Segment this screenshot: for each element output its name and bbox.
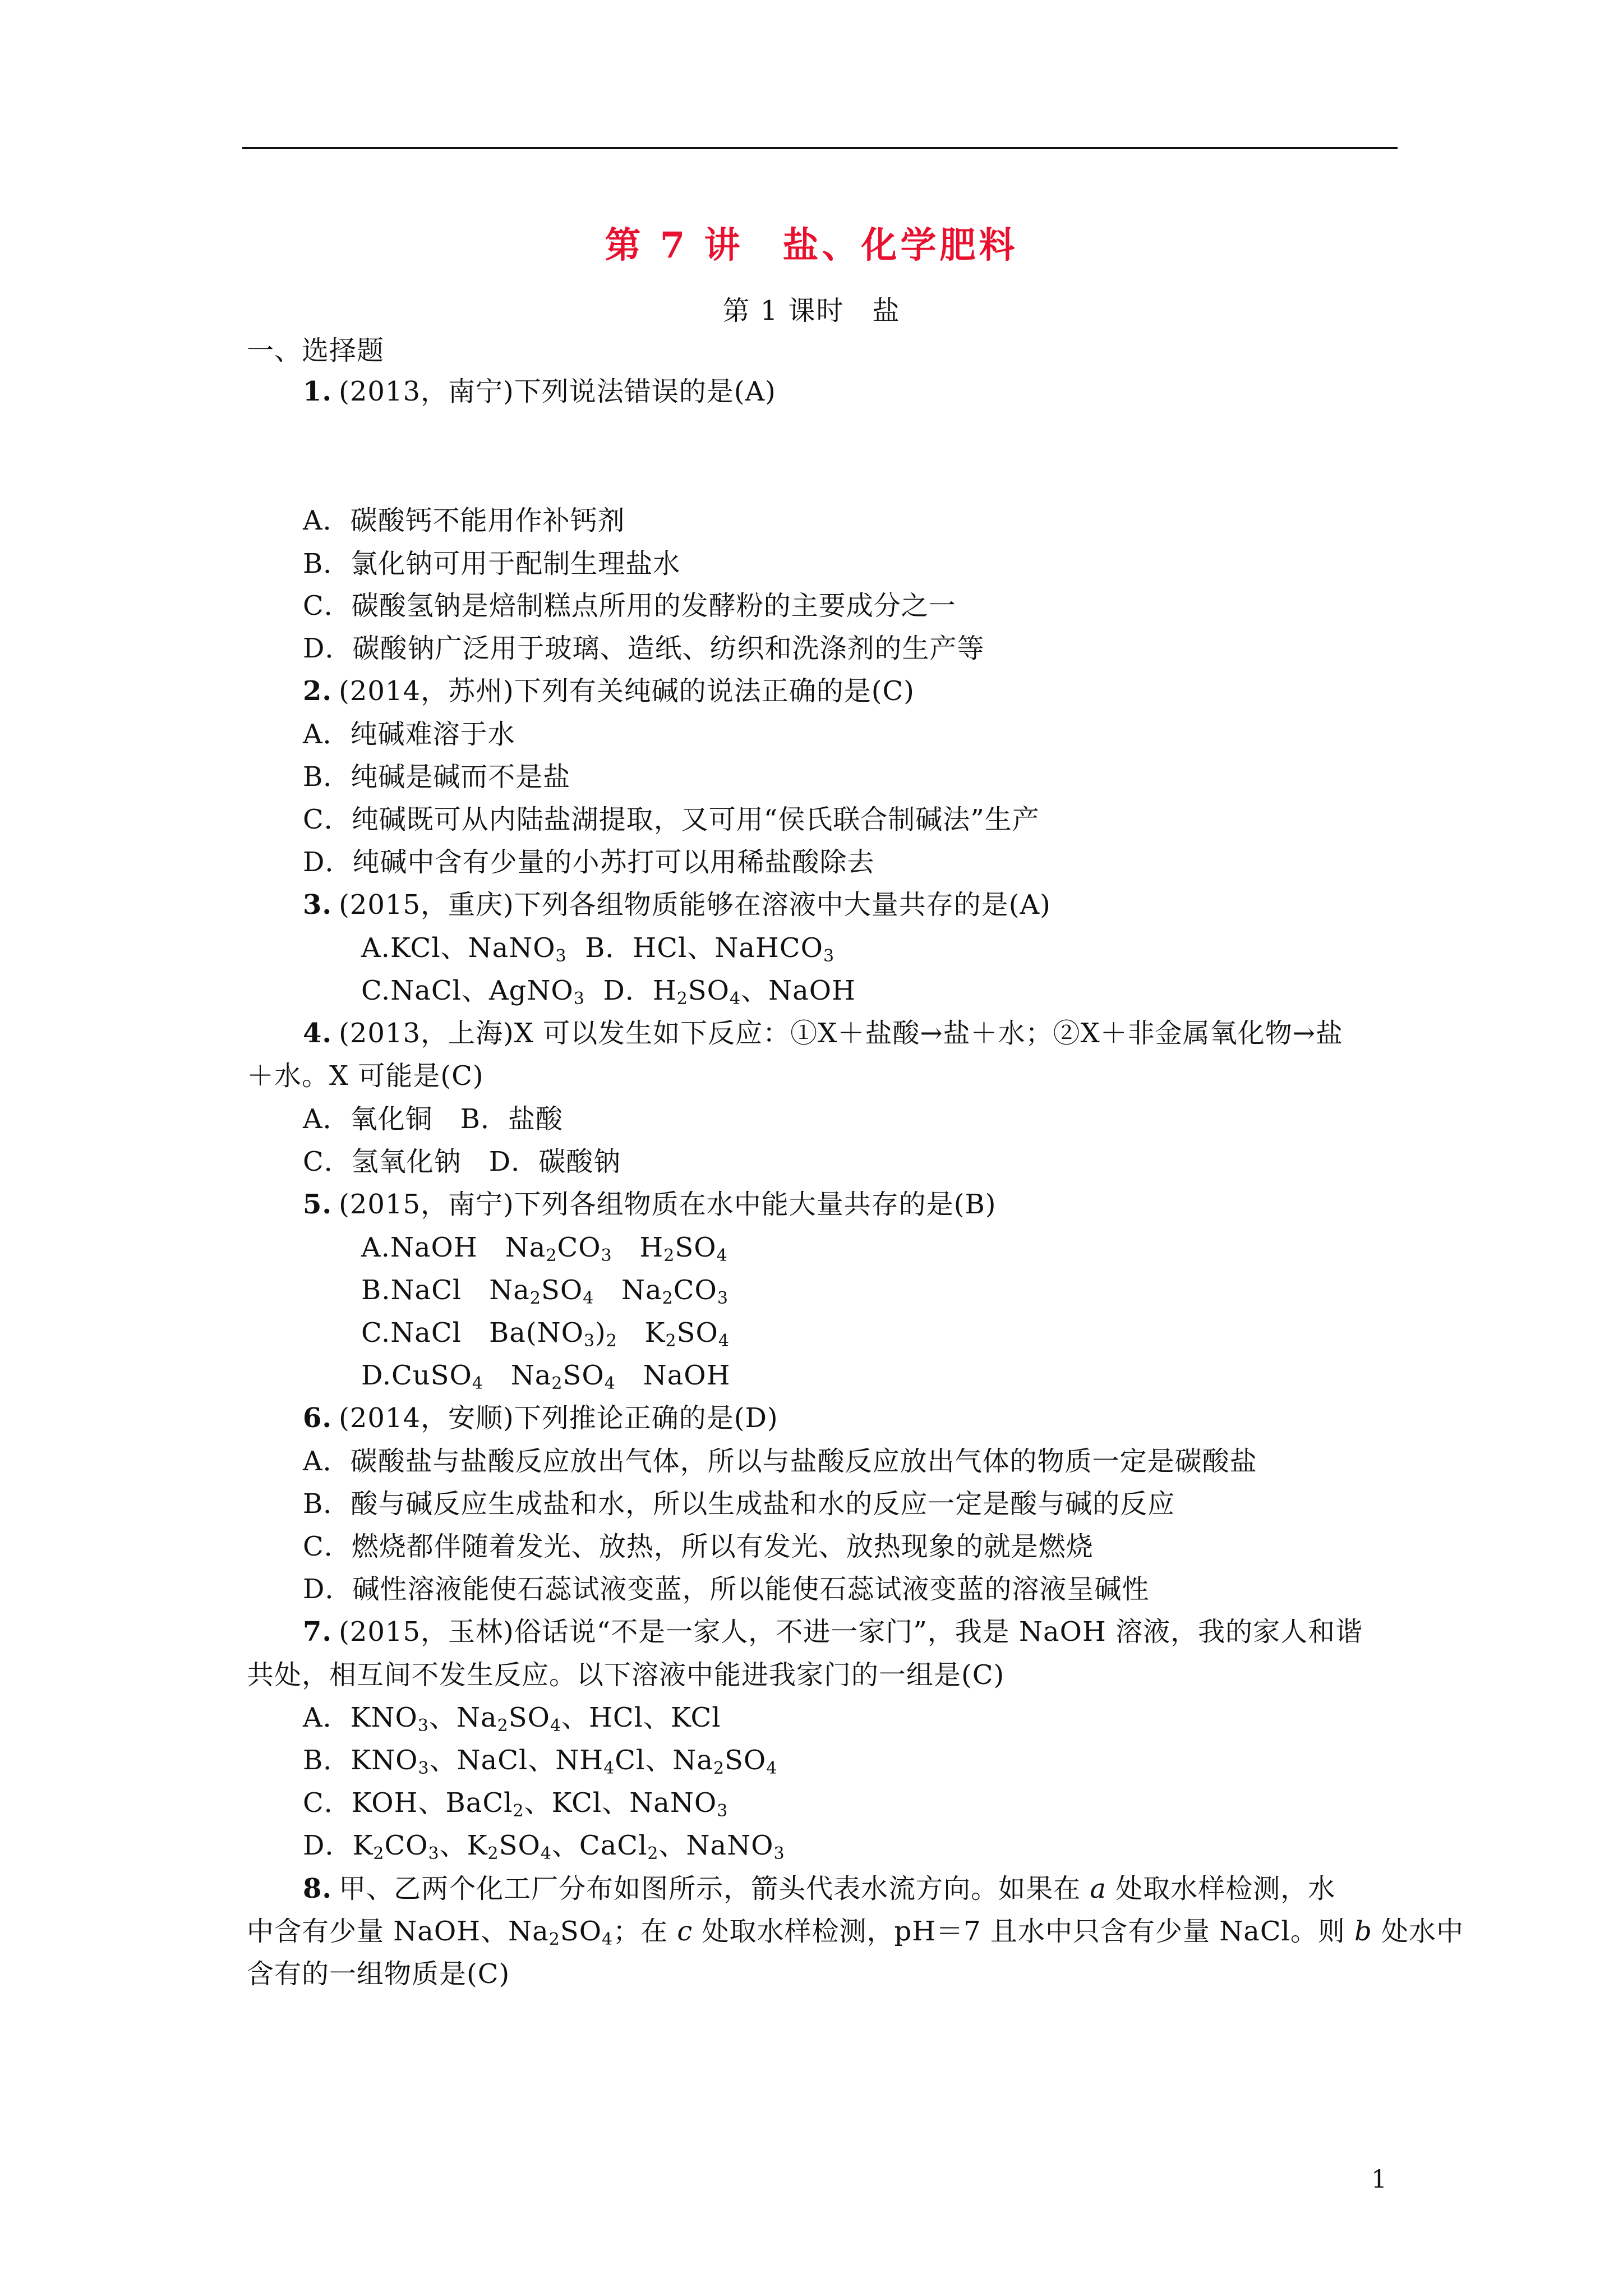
q2-option-c: C．纯碱既可从内陆盐湖提取，又可用“侯氏联合制碱法”生产 xyxy=(303,804,1040,835)
q5-option-c: C.NaCl $Ba(NO_3)_2$ $K_2SO_4$ xyxy=(361,1317,730,1351)
question-4-stem: 4. (2013，上海)X 可以发生如下反应：①X＋盐酸→盐＋水；②X＋非金属氧化物→盐 xyxy=(303,1018,1343,1049)
q4-options-cd: C．氢氧化钠 D．碳酸钠 xyxy=(303,1146,621,1177)
question-4-stem-cont: ＋水。X 可能是(C) xyxy=(247,1060,484,1092)
q6-option-b: B．酸与碱反应生成盐和水，所以生成盐和水的反应一定是酸与碱的反应 xyxy=(303,1488,1175,1520)
q7-option-b: B．$KNO_3$、NaCl、$NH_4Cl$、$Na_2SO_4$ xyxy=(303,1745,778,1778)
q1-option-c: C．碳酸氢钠是焙制糕点所用的发酵粉的主要成分之一 xyxy=(303,590,956,622)
lesson-subtitle: 第 1 课时 盐 xyxy=(722,295,901,326)
q7-option-d: D．$K_2CO_3$、$K_2SO_4$、CaCl$_2$、NaNO$_3$ xyxy=(303,1830,785,1864)
question-1-stem: 1. (2013，南宁)下列说法错误的是(A) xyxy=(303,376,776,407)
question-3-stem: 3. (2015，重庆)下列各组物质能够在溶液中大量共存的是(A) xyxy=(303,889,1051,921)
question-8-stem-cont: 中含有少量 NaOH、$Na_2SO_4$；在 c 处取水样检测，pH＝7 且水中只含有少量 NaCl。则 b 处水中 xyxy=(247,1916,1464,1949)
q7-option-a: A．$KNO_3$、$Na_2SO_4$、HCl、KCl xyxy=(303,1702,721,1736)
q2-option-d: D．纯碱中含有少量的小苏打可以用稀盐酸除去 xyxy=(303,846,875,878)
question-5-stem: 5. (2015，南宁)下列各组物质在水中能大量共存的是(B) xyxy=(303,1189,997,1220)
q6-option-d: D．碱性溶液能使石蕊试液变蓝，所以能使石蕊试液变蓝的溶液呈碱性 xyxy=(303,1573,1150,1605)
q2-option-a: A．纯碱难溶于水 xyxy=(303,719,515,750)
header-rule xyxy=(242,147,1398,149)
q3-options-cd: C.NaCl、AgNO$_3$ D．$H_2SO_4$、NaOH xyxy=(361,975,856,1009)
question-8-stem-end: 含有的一组物质是(C) xyxy=(247,1958,510,1990)
question-8-stem: 8. 甲、乙两个化工厂分布如图所示，箭头代表水流方向。如果在 a 处取水样检测，水 xyxy=(303,1873,1336,1904)
q1-option-a: A．碳酸钙不能用作补钙剂 xyxy=(303,505,625,536)
q2-option-b: B．纯碱是碱而不是盐 xyxy=(303,761,571,793)
q5-option-b: B.NaCl $Na_2SO_4$ $Na_2CO_3$ xyxy=(361,1274,728,1308)
question-7-stem-cont: 共处，相互间不发生反应。以下溶液中能进我家门的一组是(C) xyxy=(247,1659,1005,1691)
q1-option-b: B．氯化钠可用于配制生理盐水 xyxy=(303,548,681,579)
q6-option-c: C．燃烧都伴随着发光、放热，所以有发光、放热现象的就是燃烧 xyxy=(303,1531,1094,1562)
q6-option-a: A．碳酸盐与盐酸反应放出气体，所以与盐酸反应放出气体的物质一定是碳酸盐 xyxy=(303,1446,1257,1477)
question-7-stem: 7. (2015，玉林)俗话说“不是一家人，不进一家门”，我是 NaOH 溶液，我的家人和谐 xyxy=(303,1616,1363,1648)
question-6-stem: 6. (2014，安顺)下列推论正确的是(D) xyxy=(303,1402,778,1434)
q4-options-ab: A．氧化铜 B．盐酸 xyxy=(303,1103,563,1135)
question-2-stem: 2. (2014，苏州)下列有关纯碱的说法正确的是(C) xyxy=(303,675,915,707)
q5-option-d: D.CuSO$_4$ $Na_2SO_4$ NaOH xyxy=(361,1360,731,1393)
q7-option-c: C．KOH、BaCl$_2$、KCl、NaNO$_3$ xyxy=(303,1787,728,1821)
section-heading: 一、选择题 xyxy=(247,335,385,366)
lesson-title: 第 7 讲 盐、化学肥料 xyxy=(605,224,1018,266)
page-number: 1 xyxy=(1371,2165,1387,2194)
q1-option-d: D．碳酸钠广泛用于玻璃、造纸、纺织和洗涤剂的生产等 xyxy=(303,633,985,664)
q3-options-ab: A.KCl、NaNO$_3$ B．HCl、NaHCO$_3$ xyxy=(361,932,835,966)
q5-option-a: A.NaOH $Na_2CO_3$ $H_2SO_4$ xyxy=(361,1232,728,1266)
